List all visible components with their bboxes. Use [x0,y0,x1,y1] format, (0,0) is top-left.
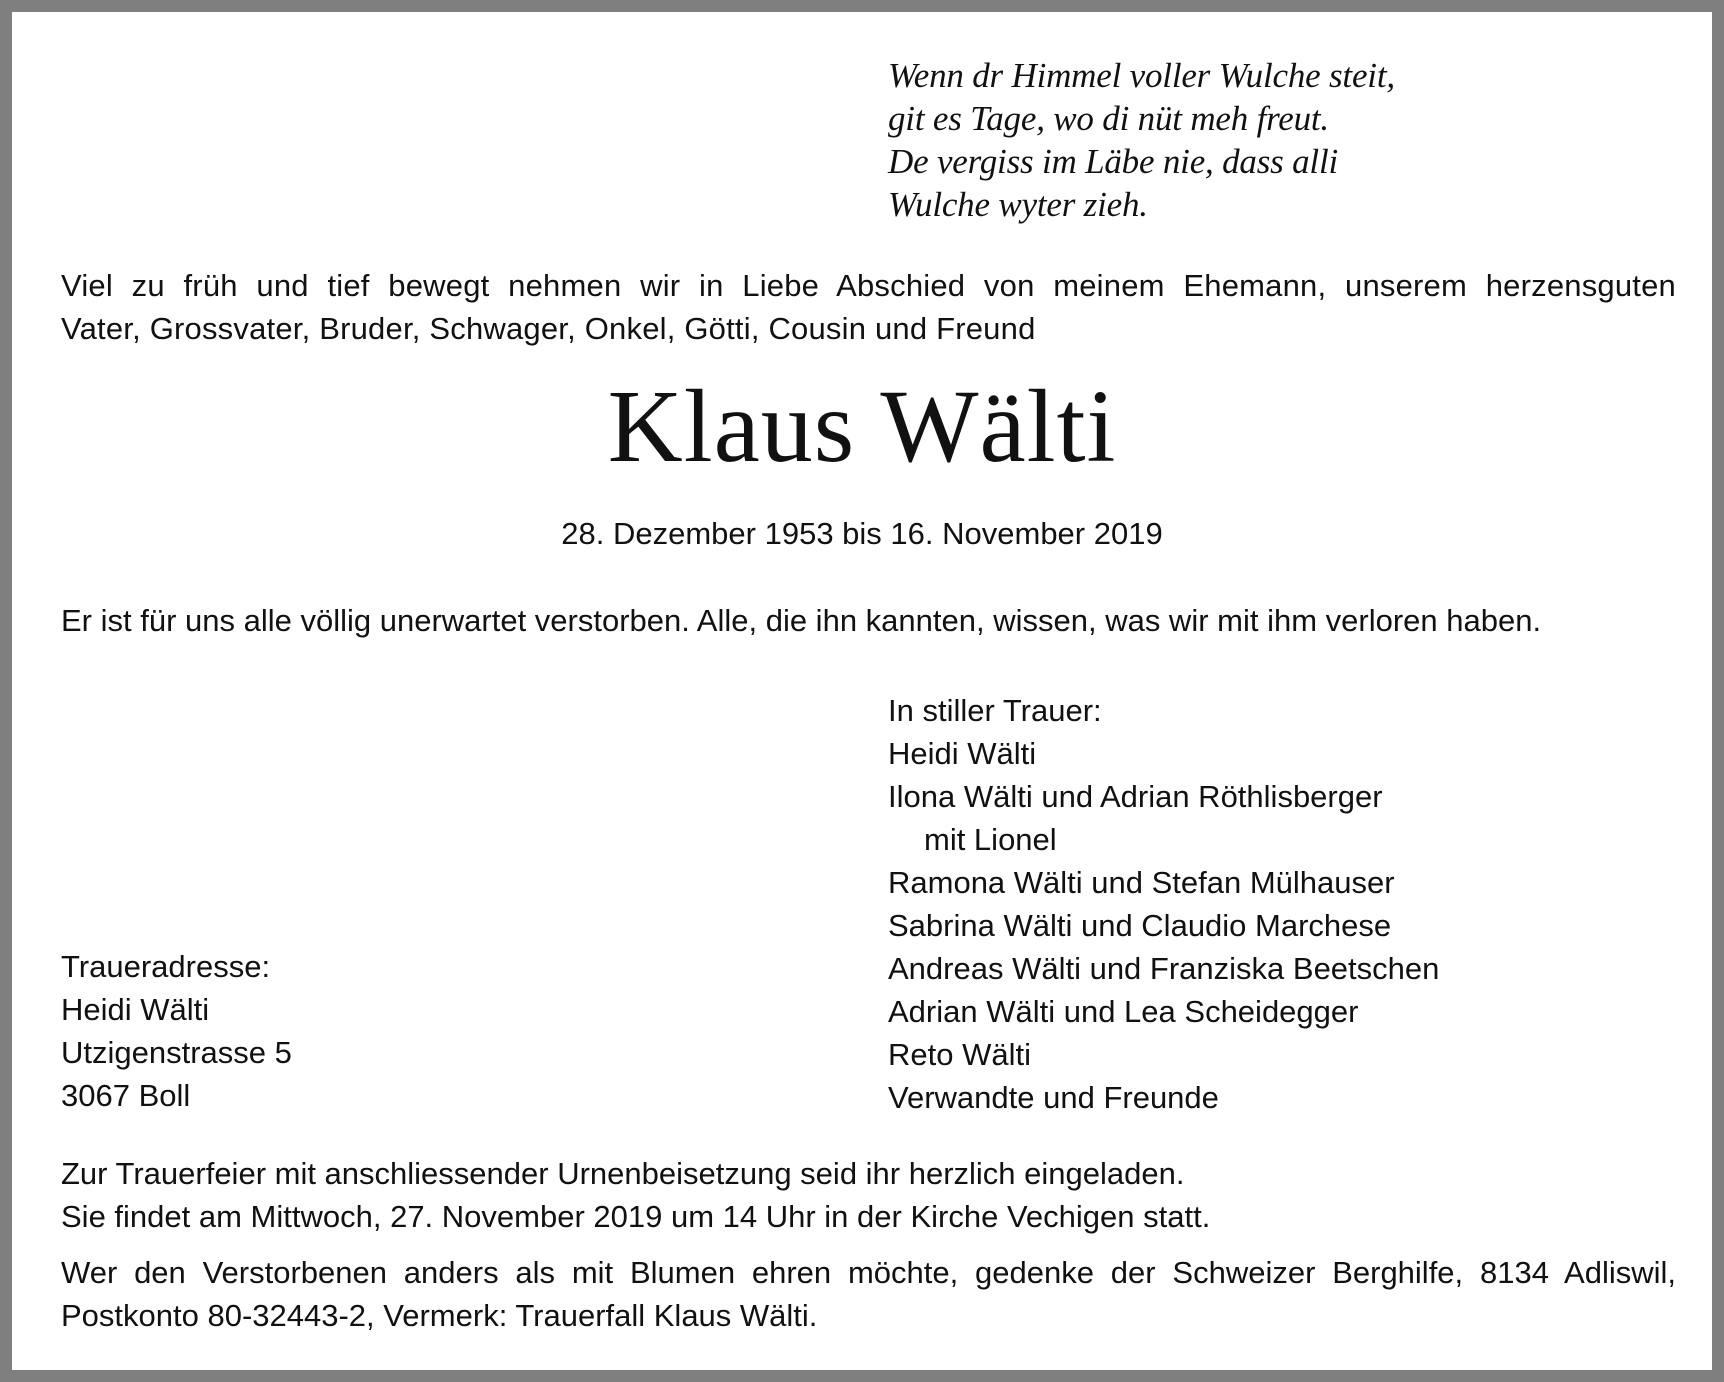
address-heading: Traueradresse: [61,949,271,984]
mourner-name: mit Lionel [924,822,1057,857]
mourning-address [61,945,292,1117]
ceremony-info [61,1152,1210,1238]
poem [888,54,1395,226]
poem-line: Wenn dr Himmel voller Wulche steit, [888,56,1395,95]
address-city: 3067 Boll [61,1078,191,1113]
intro-line: Viel zu früh und tief bewegt nehmen wir in Liebe Abschied von meinem Ehemann, unserem herzensguten [61,268,1676,303]
mourner-name: Reto Wälti [888,1037,1031,1072]
ceremony-line: Zur Trauerfeier mit anschliessender Urnenbeisetzung seid ihr herzlich eingeladen. [61,1156,1185,1191]
mourners-heading: In stiller Trauer: [888,693,1102,728]
mourner-name: Heidi Wälti [888,736,1037,771]
obituary-notice [12,12,1712,1370]
mourner-name: Sabrina Wälti und Claudio Marchese [888,908,1392,943]
donation-info [61,1251,1676,1337]
poem-line: Wulche wyter zieh. [888,185,1148,224]
intro-line: Vater, Grossvater, Bruder, Schwager, Onkel, Götti, Cousin und Freund [61,311,1036,346]
ceremony-line: Sie findet am Mittwoch, 27. November 2019 um 14 Uhr in der Kirche Vechigen statt. [61,1199,1211,1234]
statement: Er ist für uns alle völlig unerwartet verstorben. Alle, die ihn kannten, wissen, was wir mit ihm verloren haben. [61,603,1542,638]
mourner-name: Andreas Wälti und Franziska Beetschen [888,951,1440,986]
mourner-name: Ramona Wälti und Stefan Mülhauser [888,865,1395,900]
mourner-name: Verwandte und Freunde [888,1080,1219,1115]
deceased-name: Klaus Wälti [607,369,1117,484]
address-name: Heidi Wälti [61,992,210,1027]
poem-line: De vergiss im Läbe nie, dass alli [888,142,1338,181]
address-street: Utzigenstrasse 5 [61,1035,292,1070]
mourners-list [888,689,1439,1119]
mourner-name: Adrian Wälti und Lea Scheidegger [888,994,1359,1029]
donation-line: Postkonto 80-32443-2, Vermerk: Trauerfall Klaus Wälti. [61,1298,818,1333]
poem-line: git es Tage, wo di nüt meh freut. [888,99,1329,138]
mourner-name: Ilona Wälti und Adrian Röthlisberger [888,779,1383,814]
life-dates: 28. Dezember 1953 bis 16. November 2019 [561,516,1163,551]
intro-text [61,264,1676,350]
donation-line: Wer den Verstorbenen anders als mit Blumen ehren möchte, gedenke der Schweizer Berghilfe, 8134 Adliswil, [61,1255,1676,1290]
